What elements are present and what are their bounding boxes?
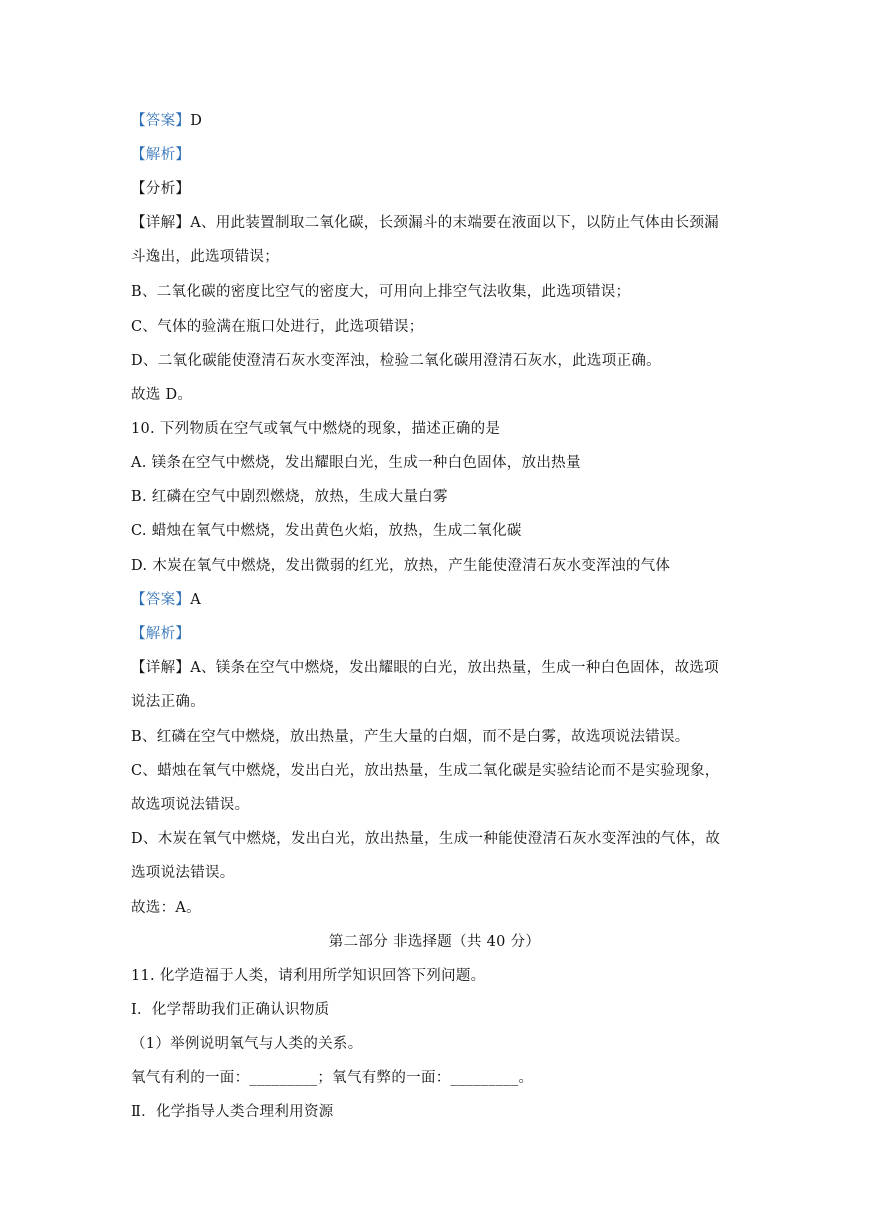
detail-d-9: D、二氧化碳能使澄清石灰水变浑浊，检验二氧化碳用澄清石灰水，此选项正确。 <box>131 353 661 369</box>
analysis-tag: 【解析】 <box>131 626 191 642</box>
detail-d-10-2: 选项说法错误。 <box>131 865 235 881</box>
part-two-heading: 第二部分 非选择题（共 40 分） <box>328 934 541 950</box>
answer-value: D <box>190 113 203 129</box>
detail-c-10-1: C、蜡烛在氧气中燃烧，发出白光，放出热量，生成二氧化碳是实验结论而不是实验现象， <box>131 763 720 779</box>
detail-c-10-2: 故选项说法错误。 <box>131 797 250 813</box>
analysis-heading-10 <box>131 624 751 644</box>
answer-line-10 <box>131 590 751 610</box>
detail-tag: 【详解】 <box>131 215 191 231</box>
fenxi-tag: 【分析】 <box>131 181 191 197</box>
question-11-section-1: I．化学帮助我们正确认识物质 <box>131 1002 330 1018</box>
choose-9: 故选 D。 <box>131 387 193 403</box>
analysis-tag: 【解析】 <box>131 147 191 163</box>
detail-tag: 【详解】 <box>131 660 191 676</box>
detail-line-9-1 <box>131 213 751 233</box>
answer-line-9 <box>131 111 751 131</box>
answer-tag: 【答案】 <box>131 592 191 608</box>
choose-10: 故选：A。 <box>131 900 201 916</box>
question-10-option-b: B. 红磷在空气中剧烈燃烧，放热，生成大量白雾 <box>131 489 448 505</box>
detail-c-9: C、气体的验满在瓶口处进行，此选项错误； <box>131 319 424 335</box>
analysis-heading-9 <box>131 145 751 165</box>
detail-d-10-1: D、木炭在氧气中燃烧，发出白光，放出热量，生成一种能使澄清石灰水变浑浊的气体，故 <box>131 831 721 847</box>
detail-b-10: B、红磷在空气中燃烧，放出热量，产生大量的白烟，而不是白雾，故选项说法错误。 <box>131 729 690 745</box>
detail-line-10-2: 说法正确。 <box>131 694 205 710</box>
detail-text: A、镁条在空气中燃烧，发出耀眼的白光，放出热量，生成一种白色固体，故选项 <box>190 660 719 676</box>
question-10-stem: 10. 下列物质在空气或氧气中燃烧的现象，描述正确的是 <box>131 421 501 437</box>
answer-value: A <box>190 592 201 608</box>
fenxi-heading-9 <box>131 179 751 199</box>
detail-line-9-2: 斗逸出，此选项错误； <box>131 249 279 265</box>
question-10-option-d: D. 木炭在氧气中燃烧，发出微弱的红光，放热，产生能使澄清石灰水变浑浊的气体 <box>131 558 671 574</box>
question-11-fill-blank: 氧气有利的一面：_________；氧气有弊的一面：_________。 <box>131 1070 534 1086</box>
question-10-option-a: A. 镁条在空气中燃烧，发出耀眼白光，生成一种白色固体，放出热量 <box>131 455 581 471</box>
detail-line-10-1 <box>131 658 751 678</box>
question-11-sub-1: （1）举例说明氧气与人类的关系。 <box>131 1036 363 1052</box>
question-11-stem: 11. 化学造福于人类，请利用所学知识回答下列问题。 <box>131 968 486 984</box>
detail-b-9: B、二氧化碳的密度比空气的密度大，可用向上排空气法收集，此选项错误； <box>131 284 631 300</box>
detail-text: A、用此装置制取二氧化碳，长颈漏斗的末端要在液面以下，以防止气体由长颈漏 <box>190 215 719 231</box>
question-11-section-2: Ⅱ．化学指导人类合理利用资源 <box>131 1104 334 1120</box>
question-10-option-c: C. 蜡烛在氧气中燃烧，发出黄色火焰，放热，生成二氧化碳 <box>131 523 522 539</box>
answer-tag: 【答案】 <box>131 113 191 129</box>
